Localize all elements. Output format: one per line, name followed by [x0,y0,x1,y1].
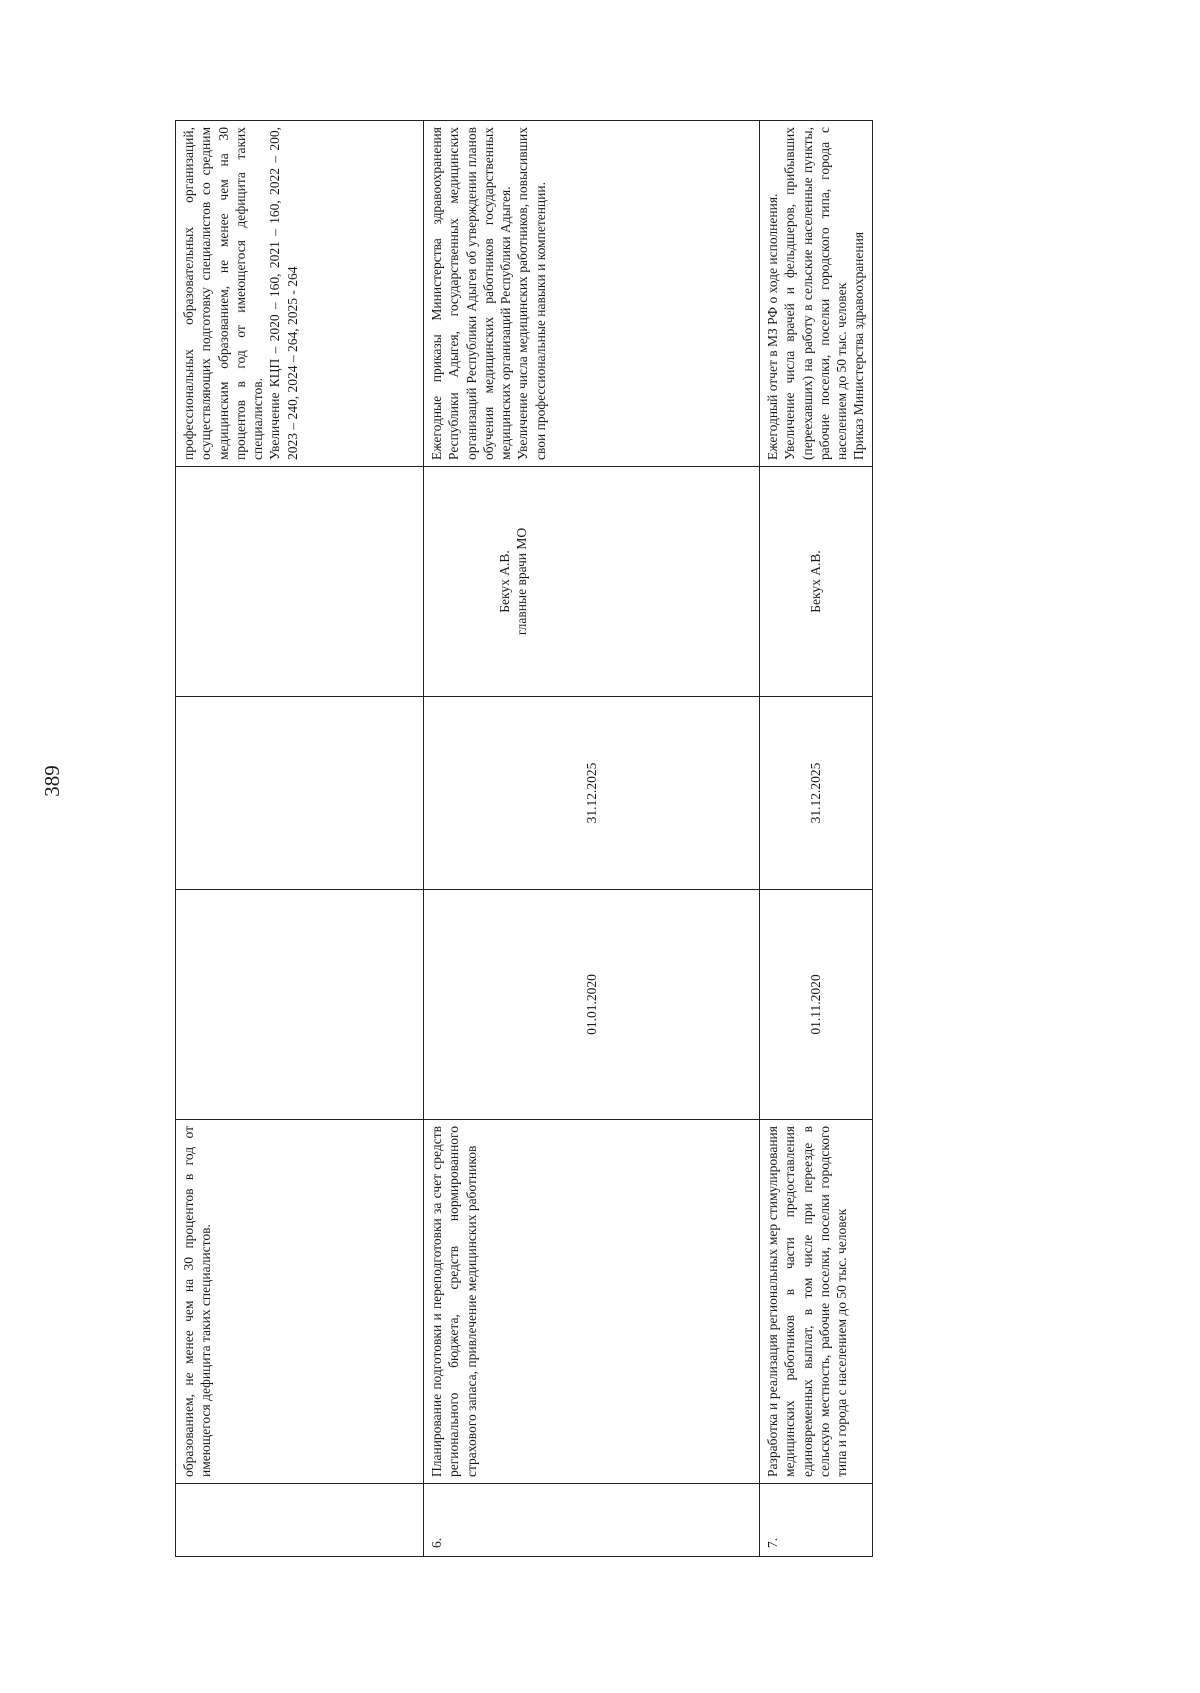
start-date [176,890,424,1120]
start-date: 01.01.2020 [424,890,760,1120]
row-number: 7. [760,1484,873,1557]
activity-name: Планирование подготовки и переподготовки за счет средств регионального бюджета, средств нормированного страхового запаса, привлечение медицинских работников [424,1120,760,1484]
end-date: 31.12.2025 [760,697,873,890]
table-row [760,121,873,1557]
activity-name: образованием, не менее чем на 30 процентов в год от имеющегося дефицита таких специалистов. [176,1120,424,1484]
expected-result [424,121,760,467]
table-row [424,121,760,1557]
responsible [760,467,873,697]
expected-result [760,121,873,467]
responsible-person: Бекух А.В. [808,550,824,613]
row-number [176,1484,424,1557]
responsible [176,467,424,697]
table-row [176,121,424,1557]
page-number: 389 [40,765,64,797]
responsible [424,467,760,697]
end-date [176,697,424,890]
start-date: 01.11.2020 [760,890,873,1120]
responsible-person: Бекух А.В. [497,550,512,613]
rotated-table-wrapper [175,121,867,1557]
plan-table [175,120,873,1557]
responsible-org: главные врачи МО [514,527,530,636]
row-number: 6. [424,1484,760,1557]
result-text: профессиональных образовательных организаций, осуществляющих подготовку специалистов со средним медицинским образованием, не менее чем на 30 процентов в год от имеющегося дефицита таких специалистов. Увеличение КЦП – 2020 – 160, 2021 – 160, 2022 – 200, 2023 – 240, 2024 – 264, 2025 - 264 [181,127,300,460]
result-text: Ежегодные приказы Министерства здравоохранения Республики Адыгея, государственных медицинских организаций Республики Адыгея об утверждении планов обучения медицинских работников государственных медицинских организаций Республики Адыгея. Увеличение числа медицинских работников, повысивших свои профессиональные навыки и компетенции. [429,127,548,460]
end-date: 31.12.2025 [424,697,760,890]
result-text: Ежегодный отчет в МЗ РФ о ходе исполнения. Увеличение числа врачей и фельдшеров, прибывших (переехавших) на работу в сельские населенные пункты, рабочие поселки, поселки городского типа, города с населением до 50 тыс. человек Приказ Министерства здравоохранения [765,127,867,460]
activity-name: Разработка и реализация региональных мер стимулирования медицинских работников в части предоставления единовременных выплат, в том числе при переезде в сельскую местность, рабочие поселки, поселки городского типа и города с населением до 50 тыс. человек [760,1120,873,1484]
expected-result [176,121,424,467]
